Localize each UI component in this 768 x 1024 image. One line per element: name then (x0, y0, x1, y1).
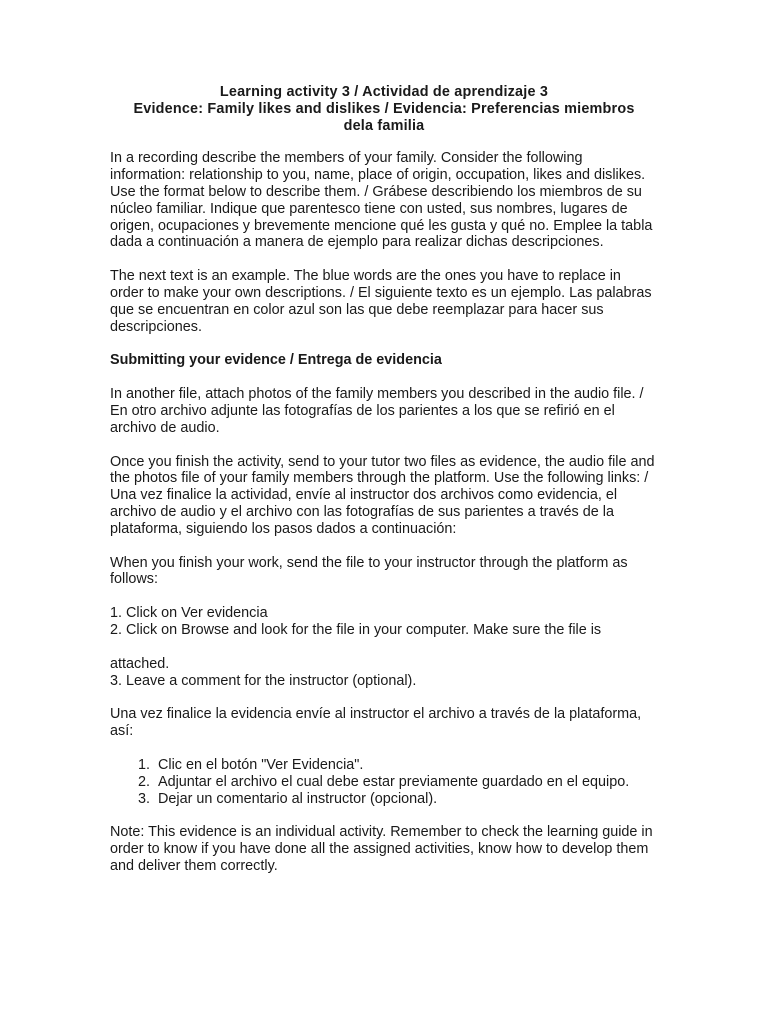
spanish-step-1: 1. Clic en el botón "Ver Evidencia". (154, 757, 658, 774)
english-step-2: 2. Click on Browse and look for the file in your computer. Make sure the file is (110, 621, 602, 638)
document-title (110, 84, 658, 134)
english-step-1: 1. Click on Ver evidencia (110, 605, 268, 622)
english-steps (110, 605, 658, 689)
title-line-2: Evidence: Family likes and dislikes / Evidencia: Preferencias miembros (133, 100, 635, 117)
example-paragraph: The next text is an example. The blue words are the ones you have to replace in order to make your own descriptions. / El siguiente texto es un ejemplo. Las palabras que se encuentran en color azul son las que debe reemplazar para hacer sus descripciones. (110, 268, 652, 335)
section-gap (110, 689, 658, 706)
title-line-3: dela familia (343, 117, 425, 134)
spanish-steps-list (110, 757, 658, 807)
intro-paragraph: In a recording describe the members of your family. Consider the following information: relationship to you, name, place of origin, occupation, likes and dislikes. Use the format below to describe them. / Grábese describiendo los miembros de su núcleo familiar. Indique que parentesco tiene con usted, sus nombres, lugares de origen, ocupaciones y brevemente mencione qué les gusta y qué no. Emplee la tabla dada a continuación a manera de ejemplo para realizar dichas descripciones. (110, 150, 653, 251)
spanish-intro-paragraph: Una vez finalice la evidencia envíe al instructor el archivo a través de la plataforma, así: (110, 706, 642, 740)
spanish-step-2: 2. Adjuntar el archivo el cual debe estar previamente guardado en el equipo. (154, 774, 658, 791)
step-gap (110, 639, 658, 656)
submit-heading: Submitting your evidence / Entrega de evidencia (110, 352, 442, 369)
spanish-step-3: 3. Dejar un comentario al instructor (opcional). (154, 791, 658, 808)
photos-paragraph: In another file, attach photos of the family members you described in the audio file. / En otro archivo adjunte las fotografías de los parientes a los que se refirió en el archivo de audio. (110, 386, 644, 436)
note-paragraph: Note: This evidence is an individual activity. Remember to check the learning guide in order to know if you have done all the assigned activities, know how to develop them and deliver them correctly. (110, 824, 653, 874)
title-line-1: Learning activity 3 / Actividad de aprendizaje 3 (219, 84, 549, 100)
english-step-3: 3. Leave a comment for the instructor (optional). (110, 672, 417, 689)
english-step-2-continued: attached. (110, 655, 170, 672)
finish-paragraph: Once you finish the activity, send to your tutor two files as evidence, the audio file and the photos file of your family members through the platform. Use the following links: / Una vez finalice la actividad, envíe al instructor dos archivos como evidencia, el archivo de audio y el archivo con las fotografías de sus parientes a través de la plataforma, siguiendo los pasos dados a continuación: (110, 453, 655, 537)
document-page (110, 84, 658, 892)
when-paragraph: When you finish your work, send the file to your instructor through the platform as follows: (110, 554, 628, 588)
